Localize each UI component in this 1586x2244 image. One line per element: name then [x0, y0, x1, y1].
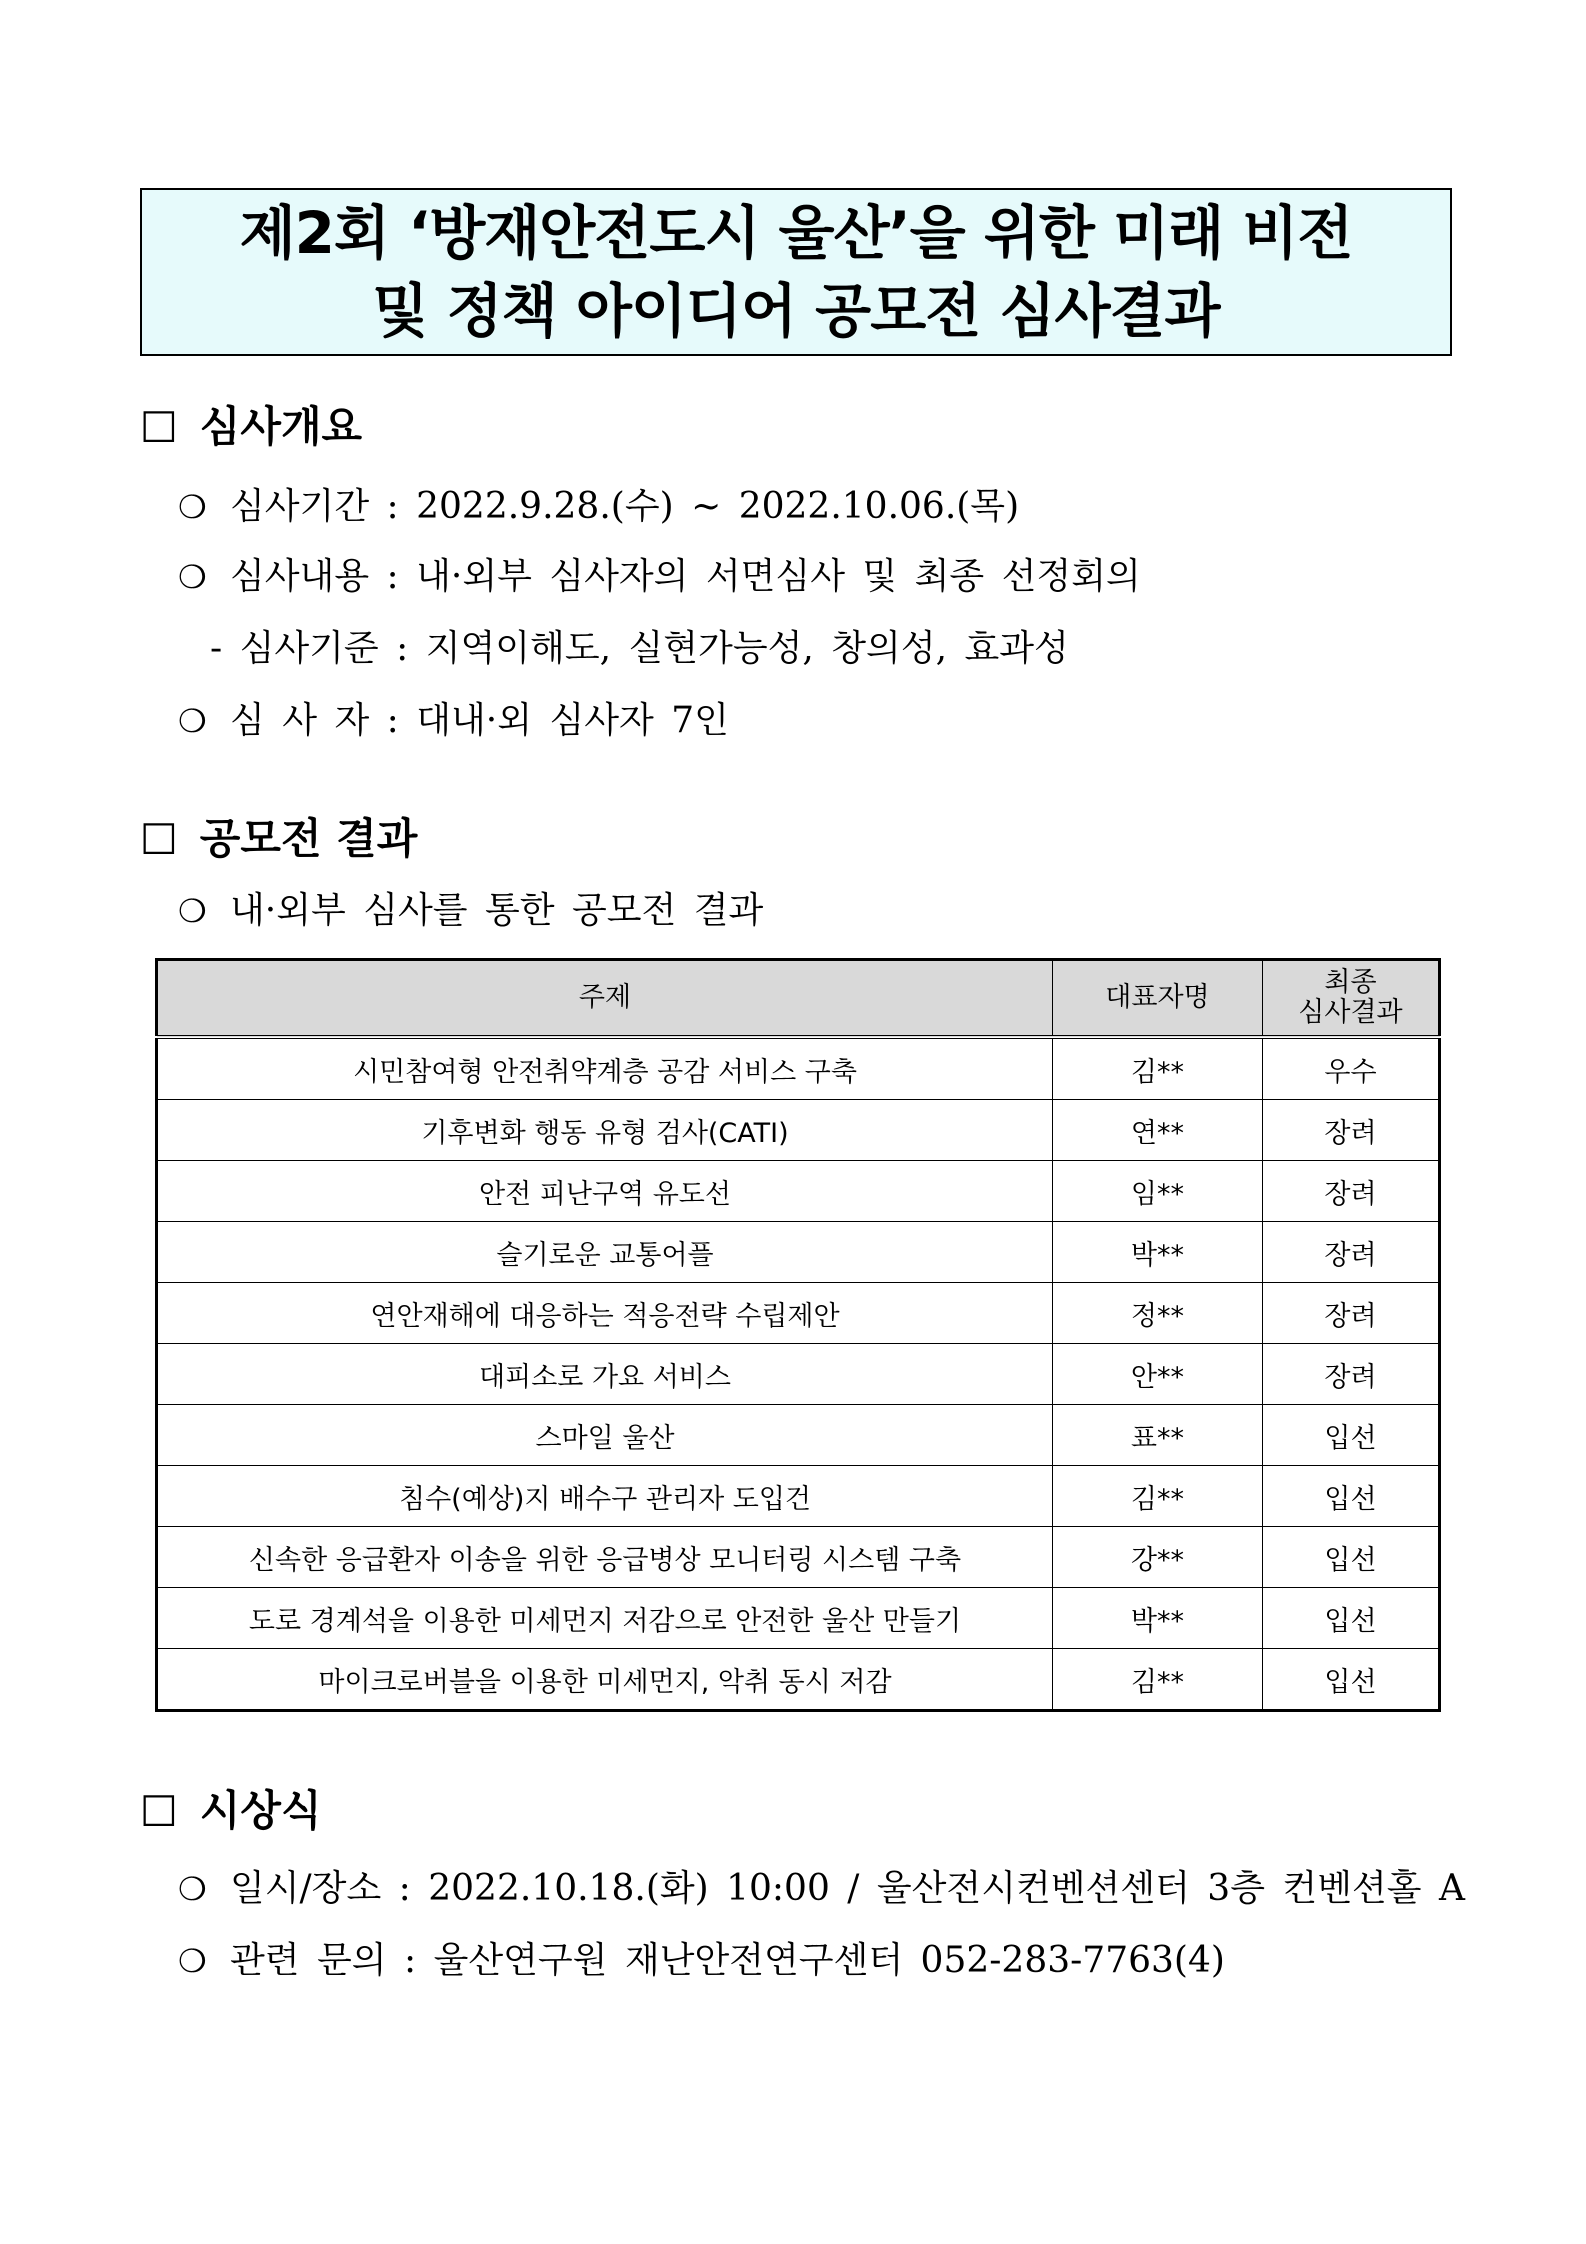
cell-topic: 대피소로 가요 서비스: [157, 1344, 1053, 1405]
header-result-line1: 최종: [1324, 967, 1377, 998]
cell-name: 정**: [1053, 1283, 1263, 1344]
cell-topic: 마이크로버블을 이용한 미세먼지, 악취 동시 저감: [157, 1649, 1053, 1711]
section-results-heading: [140, 806, 417, 866]
checkbox-square-icon: □: [140, 1785, 178, 1831]
table-row: [157, 1344, 1440, 1405]
cell-result: 입선: [1262, 1405, 1439, 1466]
section-ceremony-heading: [140, 1778, 322, 1838]
cell-result: 장려: [1262, 1283, 1439, 1344]
review-judges-text: 심 사 자 : 대내·외 심사자 7인: [230, 700, 729, 741]
checkbox-square-icon: □: [140, 401, 178, 447]
cell-topic: 연안재해에 대응하는 적응전략 수립제안: [157, 1283, 1053, 1344]
cell-result: 장려: [1262, 1161, 1439, 1222]
circle-bullet-icon: ❍: [178, 702, 207, 740]
cell-topic: 스마일 울산: [157, 1405, 1053, 1466]
cell-name: 박**: [1053, 1222, 1263, 1283]
cell-result: 장려: [1262, 1222, 1439, 1283]
circle-bullet-icon: ❍: [178, 892, 207, 930]
checkbox-square-icon: □: [140, 813, 178, 859]
cell-name: 김**: [1053, 1466, 1263, 1527]
circle-bullet-icon: ❍: [178, 488, 207, 526]
cell-topic: 신속한 응급환자 이송을 위한 응급병상 모니터링 시스템 구축: [157, 1527, 1053, 1588]
circle-bullet-icon: ❍: [178, 558, 207, 596]
ceremony-datetime: [178, 1860, 1465, 1911]
ceremony-inquiry: [178, 1932, 1225, 1983]
cell-name: 김**: [1053, 1649, 1263, 1711]
header-result-line2: 심사결과: [1298, 997, 1403, 1028]
table-row: [157, 1405, 1440, 1466]
review-criteria-text: - 심사기준 : 지역이해도, 실현가능성, 창의성, 효과성: [210, 628, 1069, 669]
cell-topic: 슬기로운 교통어플: [157, 1222, 1053, 1283]
circle-bullet-icon: ❍: [178, 1942, 207, 1980]
cell-result: 입선: [1262, 1588, 1439, 1649]
cell-name: 박**: [1053, 1588, 1263, 1649]
cell-name: 안**: [1053, 1344, 1263, 1405]
results-table: [155, 958, 1441, 1712]
table-row: [157, 1283, 1440, 1344]
review-content-text: 심사내용 : 내·외부 심사자의 서면심사 및 최종 선정회의: [230, 556, 1141, 597]
cell-name: 연**: [1053, 1100, 1263, 1161]
cell-result: 장려: [1262, 1100, 1439, 1161]
review-judges: [178, 692, 729, 743]
header-name: 대표자명: [1053, 960, 1263, 1038]
table-row: [157, 1649, 1440, 1711]
section-overview-heading: [140, 394, 362, 454]
section-title: 시상식: [199, 1786, 322, 1835]
cell-result: 입선: [1262, 1466, 1439, 1527]
table-row: [157, 1161, 1440, 1222]
ceremony-datetime-text: 일시/장소 : 2022.10.18.(화) 10:00 / 울산전시컨벤션센터 3층 컨벤션홀 A: [230, 1868, 1465, 1909]
table-row: [157, 1222, 1440, 1283]
title-line-2: 및 정책 아이디어 공모전 심사결과: [372, 277, 1220, 345]
cell-topic: 도로 경계석을 이용한 미세먼지 저감으로 안전한 울산 만들기: [157, 1588, 1053, 1649]
cell-topic: 시민참여형 안전취약계층 공감 서비스 구축: [157, 1037, 1053, 1100]
section-title: 공모전 결과: [199, 814, 418, 863]
cell-result: 입선: [1262, 1527, 1439, 1588]
table-header-row: [157, 960, 1440, 1038]
cell-result: 우수: [1262, 1037, 1439, 1100]
table-row: [157, 1466, 1440, 1527]
section-title: 심사개요: [199, 402, 363, 451]
ceremony-inquiry-text: 관련 문의 : 울산연구원 재난안전연구센터 052-283-7763(4): [230, 1940, 1225, 1981]
review-content: [178, 548, 1141, 599]
cell-topic: 침수(예상)지 배수구 관리자 도입건: [157, 1466, 1053, 1527]
cell-name: 강**: [1053, 1527, 1263, 1588]
title-line-1: 제2회 ‘방재안전도시 울산’을 위한 미래 비전: [239, 199, 1353, 267]
header-result: [1262, 960, 1439, 1038]
cell-name: 임**: [1053, 1161, 1263, 1222]
review-period: [178, 478, 1019, 529]
header-topic: 주제: [157, 960, 1053, 1038]
cell-topic: 기후변화 행동 유형 검사(CATI): [157, 1100, 1053, 1161]
review-period-text: 심사기간 : 2022.9.28.(수) ~ 2022.10.06.(목): [230, 486, 1020, 527]
table-row: [157, 1588, 1440, 1649]
table-row: [157, 1100, 1440, 1161]
review-criteria: [210, 620, 1069, 671]
cell-result: 입선: [1262, 1649, 1439, 1711]
cell-result: 장려: [1262, 1344, 1439, 1405]
cell-name: 김**: [1053, 1037, 1263, 1100]
results-intro-text: 내·외부 심사를 통한 공모전 결과: [230, 890, 764, 931]
cell-topic: 안전 피난구역 유도선: [157, 1161, 1053, 1222]
table-row: [157, 1527, 1440, 1588]
document-title: [140, 188, 1452, 356]
table-body: [157, 1037, 1440, 1711]
circle-bullet-icon: ❍: [178, 1870, 207, 1908]
table-row: [157, 1037, 1440, 1100]
cell-name: 표**: [1053, 1405, 1263, 1466]
results-intro: [178, 882, 763, 933]
